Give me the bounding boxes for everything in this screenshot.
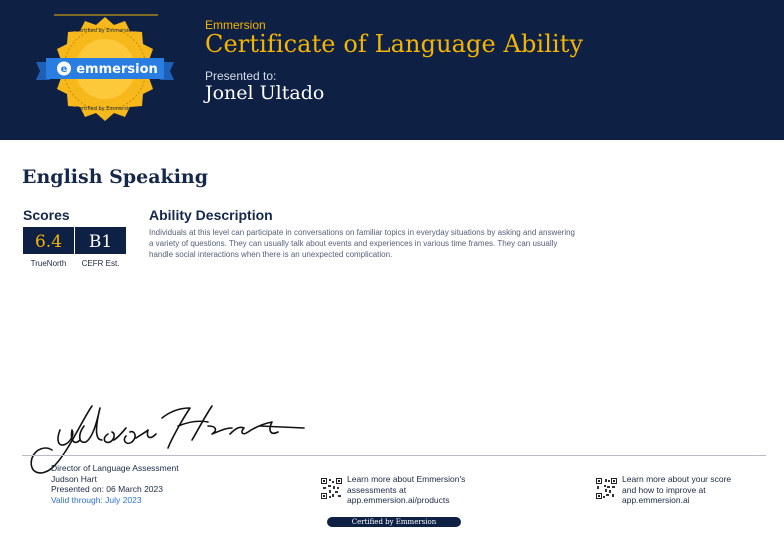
- certified-seal-logo: [34, 14, 176, 124]
- certificate-header: [0, 0, 784, 140]
- brand-label: Emmersion: [205, 18, 266, 32]
- signatory-info: [51, 463, 179, 505]
- qr-code-products-icon[interactable]: [321, 478, 342, 499]
- truenorth-label: TrueNorth: [30, 259, 67, 268]
- presented-on-date: Presented on: 06 March 2023: [51, 484, 163, 494]
- qr-code-improve-icon[interactable]: [596, 478, 617, 499]
- improve-link-text[interactable]: Learn more about your score and how to improve at app.emmersion.ai: [622, 474, 732, 505]
- svg-text:e: e: [60, 64, 68, 75]
- signature-line: [22, 455, 766, 456]
- valid-through-date: Valid through: July 2023: [51, 494, 142, 505]
- truenorth-score: 6.4: [23, 227, 74, 254]
- products-link-text[interactable]: Learn more about Emmersion's assessments at app.emmersion.ai/products: [347, 474, 466, 505]
- ability-description: Individuals at this level can participate in conversations on familiar topics in everyday situations by asking and answering a variety of questions. They can usually talk about events and experiences in various time frames. They can usually handle social interactions when there is an unexpected complication.: [149, 228, 576, 259]
- cefr-score: B1: [75, 227, 126, 254]
- seal-banner-text: emmersion: [76, 62, 158, 77]
- scores-heading: Scores: [23, 207, 70, 223]
- cefr-label: CEFR Est.: [81, 259, 120, 268]
- seal-ring-text-bottom: Certified by Emmersion: [75, 106, 135, 112]
- seal-ring-text: Certified by Emmersion: [75, 28, 135, 34]
- certified-badge: Certified by Emmersion: [327, 517, 461, 527]
- presented-to-label: Presented to:: [205, 69, 277, 83]
- signatory-name: Judson Hart: [51, 473, 97, 484]
- certificate-title: Certificate of Language Ability: [205, 30, 584, 58]
- ability-heading: Ability Description: [149, 207, 273, 223]
- recipient-name: Jonel Ultado: [205, 82, 325, 104]
- skill-title: English Speaking: [22, 166, 209, 188]
- signatory-role: Director of Language Assessment: [51, 463, 179, 473]
